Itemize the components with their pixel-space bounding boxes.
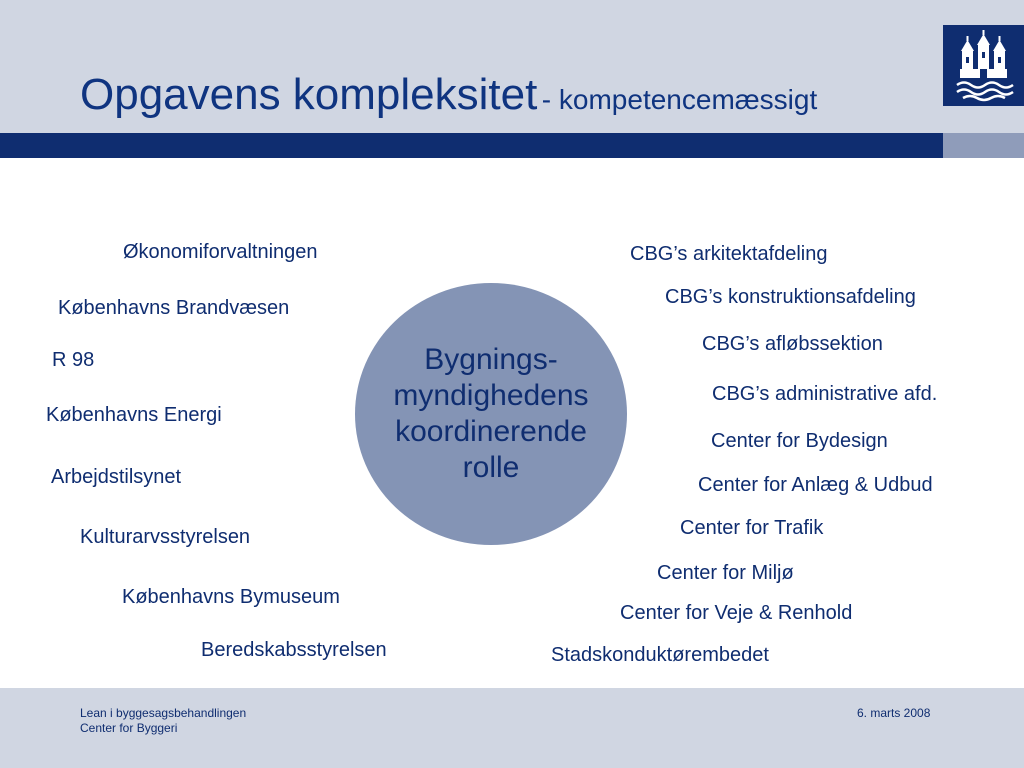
right-item: Center for Trafik [680,517,824,539]
circle-label-line: koordinerende [395,415,587,448]
left-item: Københavns Brandvæsen [58,297,290,319]
right-item: Center for Veje & Renhold [620,602,853,624]
header-bar-light [943,133,1024,158]
circle-label-line: myndighedens [393,379,589,412]
right-item: Stadskonduktørembedet [551,644,769,666]
left-item: Kulturarvsstyrelsen [80,526,251,548]
logo [943,25,1024,106]
circle-label-line: rolle [462,451,520,484]
right-item: CBG’s konstruktionsafdeling [665,286,916,308]
footer-date: 6. marts 2008 [857,706,931,720]
right-item: CBG’s afløbssektion [702,333,883,355]
left-item: Økonomiforvaltningen [123,241,318,263]
copenhagen-coat-of-arms-icon [943,25,1024,106]
left-item: Arbejdstilsynet [51,466,182,488]
footer-line-1: Lean i byggesagsbehandlingen [80,706,247,720]
right-item: Center for Anlæg & Udbud [698,474,933,496]
left-item: R 98 [52,349,95,371]
left-item: Københavns Energi [46,404,222,426]
right-item: CBG’s arkitektafdeling [630,243,828,265]
right-item: Center for Bydesign [711,430,888,452]
title-subtitle: - kompetencemæssigt [541,84,818,115]
footer-line-2: Center for Byggeri [80,721,178,735]
right-item: Center for Miljø [657,562,794,584]
right-item: CBG’s administrative afd. [712,383,938,405]
header-bar-dark [0,133,943,158]
title-main: Opgavens kompleksitet [80,70,538,119]
circle-label-line: Bygnings- [424,343,558,376]
page-title [80,70,817,120]
central-circle [355,283,627,545]
left-item: Københavns Bymuseum [122,586,340,608]
left-item: Beredskabsstyrelsen [201,639,387,661]
